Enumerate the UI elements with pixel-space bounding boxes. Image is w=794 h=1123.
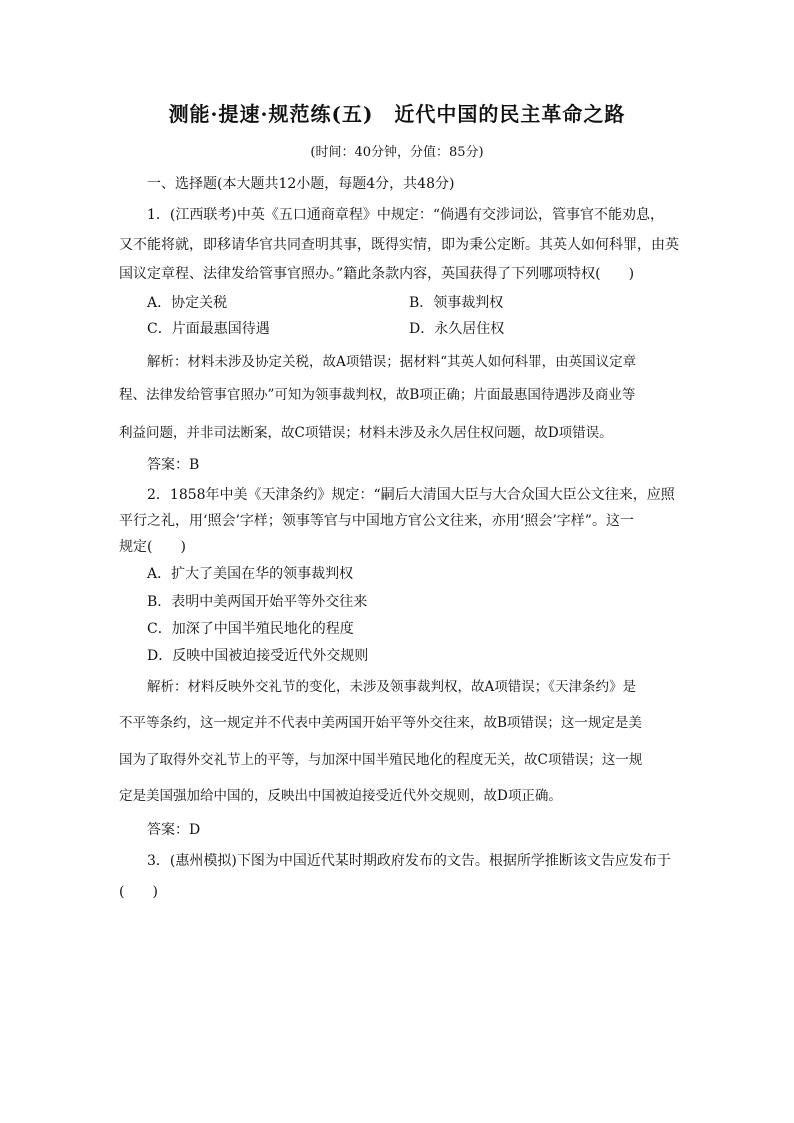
q2-analysis-line-4: 定是美国强加给中国的，反映出中国被迫接受近代外交规则，故D项正确。 — [119, 788, 562, 804]
q2-analysis-line-2: 不平等条约，这一规定并不代表中美两国开始平等外交往来，故B项错误；这一规定是美 — [119, 715, 642, 731]
q3-stem-line-1: 3．(惠州模拟)下图为中国近代某时期政府发布的文告。根据所学推断该文告应发布于 — [147, 853, 671, 869]
q1-option-c: C．片面最惠国待遇 — [147, 321, 270, 337]
q2-stem-line-2: 平行之礼，用‘照会’字样；领事等官与中国地方官公文往来，亦用‘照会’字样”。这一 — [119, 513, 634, 529]
exam-meta: (时间：40分钟，分值：85分) — [310, 145, 484, 160]
q1-analysis-line-3: 利益问题，并非司法断案，故C项错误；材料未涉及永久居住权问题，故D项错误。 — [119, 425, 613, 441]
q2-option-d: D．反映中国被迫接受近代外交规则 — [147, 648, 369, 664]
q2-option-a: A．扩大了美国在华的领事裁判权 — [147, 566, 354, 582]
q2-option-c: C．加深了中国半殖民地化的程度 — [147, 621, 354, 637]
q1-option-b: B．领事裁判权 — [409, 295, 504, 311]
q2-analysis-line-3: 国为了取得外交礼节上的平等，与加深中国半殖民地化的程度无关，故C项错误；这一规 — [119, 752, 643, 768]
q2-stem-line-3: 规定( ) — [119, 539, 186, 555]
q2-option-b: B．表明中美两国开始平等外交往来 — [147, 594, 368, 610]
q2-analysis-line-1: 解析：材料反映外交礼节的变化，未涉及领事裁判权，故A项错误；《天津条约》是 — [147, 679, 636, 695]
q1-option-d: D．永久居住权 — [409, 321, 505, 337]
q2-answer: 答案：D — [147, 822, 201, 838]
q1-analysis-line-1: 解析：材料未涉及协定关税，故A项错误；据材料“其英人如何科罪，由英国议定章 — [147, 354, 637, 370]
q1-stem-line-1: 1．(江西联考)中英《五口通商章程》中规定：“倘遇有交涉词讼，管事官不能劝息， — [147, 207, 664, 223]
q1-stem-line-3: 国议定章程、法律发给管事官照办。”籍此条款内容，英国获得了下列哪项特权( ) — [119, 266, 635, 282]
q3-stem-line-2: ( ) — [119, 884, 158, 900]
q1-analysis-line-2: 程、法律发给管事官照办”可知为领事裁判权，故B项正确；片面最惠国待遇涉及商业等 — [119, 387, 636, 403]
section-heading: 一、选择题(本大题共12小题，每题4分，共48分) — [147, 176, 455, 192]
page-title: 测能·提速·规范练(五) 近代中国的民主革命之路 — [168, 102, 626, 126]
q2-stem-line-1: 2．1858年中美《天津条约》规定：“嗣后大清国大臣与大合众国大臣公文往来，应照 — [147, 487, 675, 503]
q1-answer: 答案：B — [147, 457, 200, 473]
q1-option-a: A．协定关税 — [147, 295, 228, 311]
q1-stem-line-2: 又不能将就，即移请华官共同查明其事，既得实情，即为秉公定断。其英人如何科罪，由英 — [119, 237, 679, 253]
